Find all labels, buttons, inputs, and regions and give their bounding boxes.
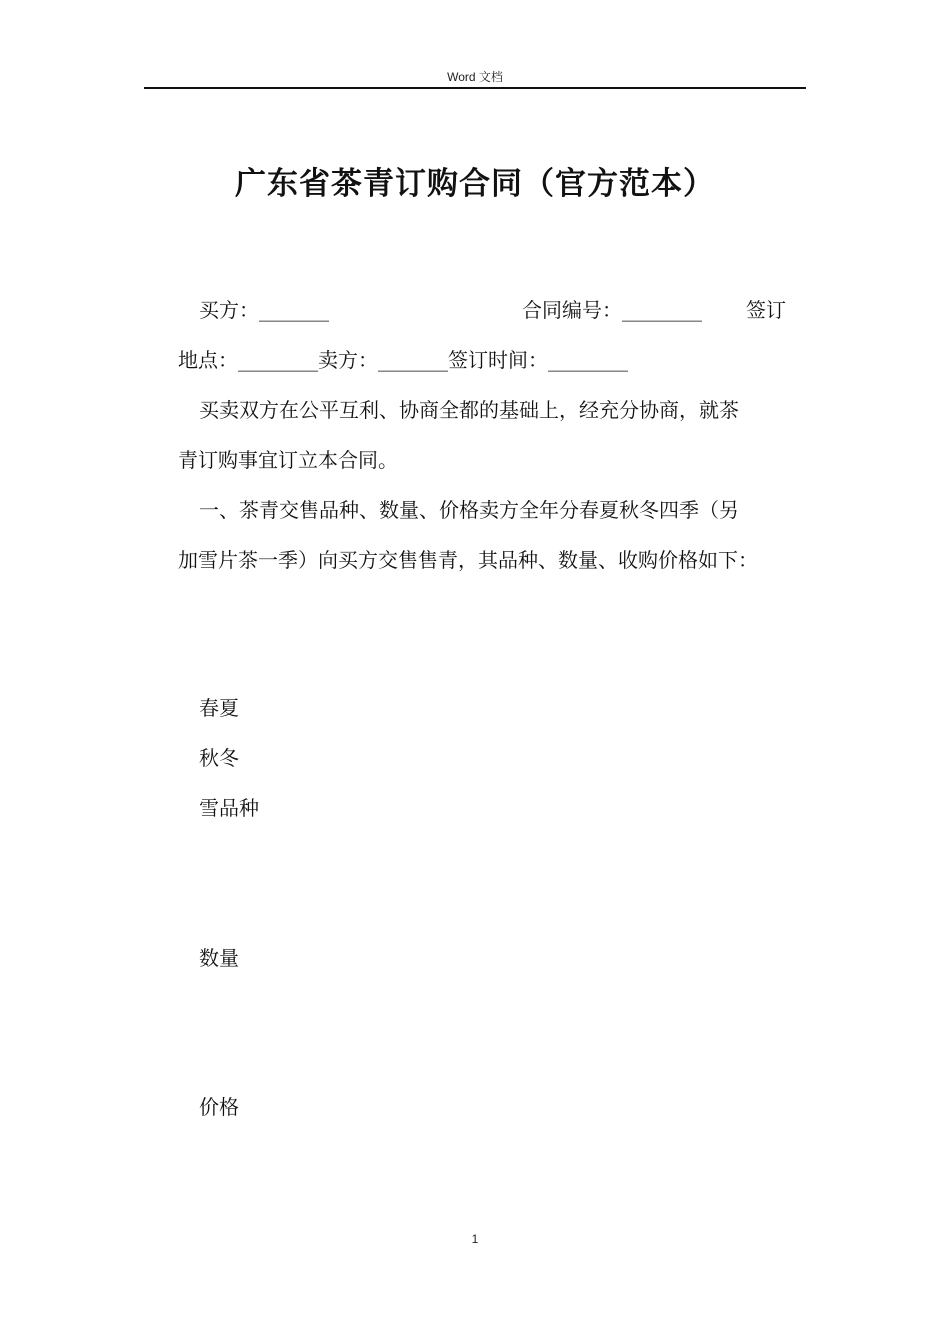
clause-one-line-2: 加雪片茶一季）向买方交售售青，其品种、数量、收购价格如下： — [178, 548, 758, 572]
season-spring-summer: 春夏 — [199, 696, 239, 720]
price-label: 价格 — [199, 1095, 239, 1119]
location-seller-time-line: 地点：________卖方：_______签订时间：________ — [178, 348, 628, 372]
season-autumn-winter: 秋冬 — [199, 746, 239, 770]
buyer-field: 买方：_______ — [199, 298, 329, 322]
page-header-rule — [144, 87, 806, 89]
contract-number-field: 合同编号：________ — [522, 298, 702, 322]
clause-one-line-1: 一、茶青交售品种、数量、价格卖方全年分春夏秋冬四季（另 — [199, 498, 739, 522]
page-header-label: Word 文档 — [447, 70, 503, 84]
snow-variety-label: 雪品种 — [199, 796, 259, 820]
preamble-line-2: 青订购事宜订立本合同。 — [178, 448, 398, 472]
quantity-label: 数量 — [199, 946, 239, 970]
page-number: 1 — [471, 1232, 479, 1246]
sign-label: 签订 — [746, 298, 786, 322]
preamble-line-1: 买卖双方在公平互利、协商全都的基础上，经充分协商，就茶 — [199, 398, 739, 422]
document-title: 广东省茶青订购合同（官方范本） — [235, 166, 715, 202]
